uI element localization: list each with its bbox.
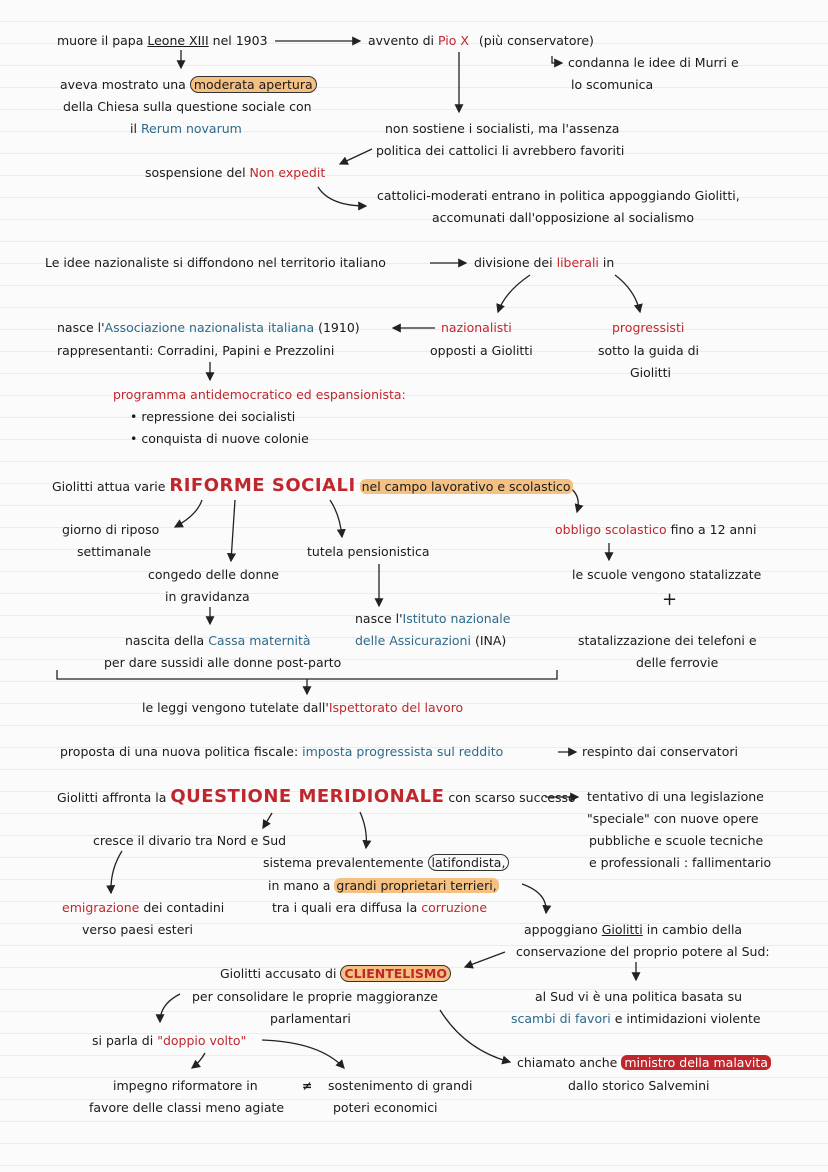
aveva-mostrato xyxy=(60,77,317,93)
appoggiano-line xyxy=(524,922,742,938)
leone-xiii: Leone XIII xyxy=(147,33,209,48)
classi-meno-agiate: favore delle classi meno agiate xyxy=(89,1100,285,1115)
assicurazioni-line xyxy=(355,633,506,649)
non-expedit: Non expedit xyxy=(249,165,326,180)
plus-sign: + xyxy=(662,589,678,610)
obbligo-scolastico-line xyxy=(555,522,757,538)
text: in mano a xyxy=(268,878,331,893)
latifondista: latifondista, xyxy=(428,854,510,871)
scuole-tecniche: pubbliche e scuole tecniche xyxy=(589,833,764,848)
settimanale: settimanale xyxy=(77,544,152,559)
text: aveva mostrato una xyxy=(60,77,186,92)
papa-leone-line xyxy=(57,33,268,49)
cattolici-moderati: cattolici-moderati entrano in politica appoggiando Giolitti, xyxy=(377,188,740,203)
bullet-repressione: • repressione dei socialisti xyxy=(130,409,296,424)
sistema-latifondista xyxy=(263,855,509,871)
doppio-volto-line xyxy=(92,1033,246,1049)
scambi-favori: scambi di favori xyxy=(511,1011,611,1026)
giolitti: Giolitti xyxy=(601,922,643,937)
consolidare-maggioranze: per consolidare le proprie maggioranze xyxy=(192,989,439,1004)
text: Giolitti attua varie xyxy=(52,479,166,494)
grandi-proprietari-line xyxy=(268,878,499,894)
text: con scarso successo xyxy=(448,790,576,805)
cassa-maternita: Cassa maternità xyxy=(208,633,311,648)
text: e intimidazioni violente xyxy=(614,1011,761,1026)
politica-cattolici: politica dei cattolici li avrebbero favoriti xyxy=(376,143,625,158)
storico-salvemini: dallo storico Salvemini xyxy=(568,1078,710,1093)
sospensione-line xyxy=(145,165,325,181)
parlamentari: parlamentari xyxy=(270,1011,351,1026)
programma-antidemocratico: programma antidemocratico ed espansionista: xyxy=(113,387,406,402)
text: nel 1903 xyxy=(212,33,268,48)
text: chiamato anche xyxy=(517,1055,618,1070)
riforme-sociali: RIFORME SOCIALI xyxy=(169,475,356,496)
opposti-giolitti: opposti a Giolitti xyxy=(430,343,533,358)
emigrazione: emigrazione xyxy=(62,900,140,915)
riforme-sociali-line xyxy=(52,476,573,497)
sostenimento-grandi: sostenimento di grandi xyxy=(328,1078,473,1093)
text: Giolitti affronta la xyxy=(57,790,167,805)
statalizzazione-telefoni: statalizzazione dei telefoni e xyxy=(578,633,757,648)
politica-sud: al Sud vi è una politica basata su xyxy=(535,989,743,1004)
divario-nord-sud: cresce il divario tra Nord e Sud xyxy=(93,833,287,848)
text: proposta di una nuova politica fiscale: xyxy=(60,744,299,759)
text: (più conservatore) xyxy=(478,33,594,48)
campo-lavorativo: nel campo lavorativo e scolastico xyxy=(361,479,571,494)
text: in cambio della xyxy=(646,922,743,937)
text: fino a 12 anni xyxy=(670,522,757,537)
text: le leggi vengono tutelate dall' xyxy=(142,700,329,715)
text: tra i quali era diffusa la xyxy=(272,900,418,915)
progressisti: progressisti xyxy=(612,320,685,335)
impegno-riformatore: impegno riformatore in xyxy=(113,1078,258,1093)
ina: (INA) xyxy=(474,633,507,648)
tentativo-legislazione: tentativo di una legislazione xyxy=(587,789,764,804)
ministro-malavita: ministro della malavita xyxy=(621,1055,771,1070)
text: dei contadini xyxy=(143,900,225,915)
questione-meridionale-line xyxy=(57,787,576,808)
giorno-riposo: giorno di riposo xyxy=(62,522,160,537)
congedo-donne: congedo delle donne xyxy=(148,567,279,582)
idee-nazionaliste: Le idee nazionaliste si diffondono nel territorio italiano xyxy=(45,255,386,270)
clientelismo: CLIENTELISMO xyxy=(340,965,451,982)
ferrovie: delle ferrovie xyxy=(636,655,719,670)
giolitti: Giolitti xyxy=(630,365,672,380)
respinto-conservatori: respinto dai conservatori xyxy=(582,744,738,759)
gravidanza: in gravidanza xyxy=(165,589,250,604)
poteri-economici: poteri economici xyxy=(333,1100,438,1115)
liberali: liberali xyxy=(556,255,599,270)
text: muore il papa xyxy=(57,33,144,48)
chiesa-questione-sociale: della Chiesa sulla questione sociale con xyxy=(63,99,312,114)
fallimentario: e professionali : fallimentario xyxy=(589,855,772,870)
sotto-guida: sotto la guida di xyxy=(598,343,699,358)
clientelismo-line xyxy=(220,966,451,982)
text: nasce l' xyxy=(355,611,403,626)
non-sostiene: non sostiene i socialisti, ma l'assenza xyxy=(385,121,620,136)
grandi-proprietari: grandi proprietari terrieri, xyxy=(336,878,497,893)
text: si parla di xyxy=(92,1033,154,1048)
scambi-favori-line xyxy=(511,1011,761,1027)
text: appoggiano xyxy=(524,922,598,937)
condanna-murri: condanna le idee di Murri e xyxy=(568,55,739,70)
politica-fiscale-line xyxy=(60,744,503,760)
text: nasce l' xyxy=(57,320,105,335)
doppio-volto: "doppio volto" xyxy=(157,1033,247,1048)
obbligo-scolastico: obbligo scolastico xyxy=(555,522,667,537)
ministro-malavita-line xyxy=(517,1055,771,1071)
pio-x: Pio X xyxy=(437,33,469,48)
text: Giolitti accusato di xyxy=(220,966,337,981)
sussidi-donne: per dare sussidi alle donne post-parto xyxy=(104,655,342,670)
ispettorato-lavoro: Ispettorato del lavoro xyxy=(328,700,464,715)
text: il xyxy=(130,121,137,136)
text: avvento di xyxy=(368,33,434,48)
not-equal-sign: ≠ xyxy=(302,1078,313,1093)
text: sistema prevalentemente xyxy=(263,855,424,870)
text: in xyxy=(602,255,615,270)
bullet-colonie: • conquista di nuove colonie xyxy=(130,431,309,446)
conservazione-potere: conservazione del proprio potere al Sud: xyxy=(516,944,770,959)
scuole-statalizzate: le scuole vengono statalizzate xyxy=(572,567,762,582)
paesi-esteri: verso paesi esteri xyxy=(82,922,194,937)
moderata-apertura: moderata apertura xyxy=(190,76,317,93)
nasce-associazione xyxy=(57,320,360,336)
scomunica: lo scomunica xyxy=(571,77,654,92)
text: (1910) xyxy=(318,320,360,335)
imposta-progressista: imposta progressista sul reddito xyxy=(302,744,504,759)
text: sospensione del xyxy=(145,165,246,180)
rappresentanti: rappresentanti: Corradini, Papini e Prezzolini xyxy=(57,343,335,358)
nazionalisti: nazionalisti xyxy=(441,320,512,335)
emigrazione-line xyxy=(62,900,224,916)
avvento-pio-x xyxy=(368,33,594,49)
ispettorato-line xyxy=(142,700,463,716)
text: nascita della xyxy=(125,633,205,648)
divisione-liberali xyxy=(474,255,614,271)
corruzione-line xyxy=(272,900,487,916)
tutela-pensionistica: tutela pensionistica xyxy=(307,544,430,559)
rerum-novarum: Rerum novarum xyxy=(140,121,242,136)
questione-meridionale: QUESTIONE MERIDIONALE xyxy=(170,786,445,807)
rerum-novarum-line xyxy=(130,121,242,137)
cassa-maternita-line xyxy=(125,633,311,649)
delle-assicurazioni: delle Assicurazioni xyxy=(355,633,471,648)
corruzione: corruzione xyxy=(421,900,488,915)
associazione-nazionalista: Associazione nazionalista italiana xyxy=(104,320,315,335)
nasce-istituto xyxy=(355,611,510,627)
text: divisione dei xyxy=(474,255,553,270)
speciale-opere: "speciale" con nuove opere xyxy=(587,811,759,826)
istituto-nazionale: Istituto nazionale xyxy=(402,611,511,626)
opposizione-socialismo: accomunati dall'opposizione al socialismo xyxy=(432,210,695,225)
